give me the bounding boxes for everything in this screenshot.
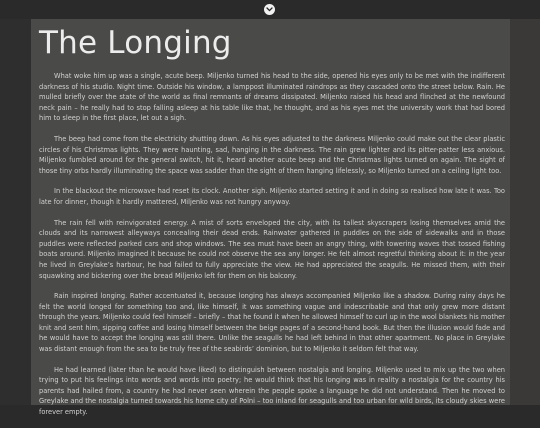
- right-margin-panel: [510, 19, 540, 405]
- story-paragraph: What woke him up was a single, acute beep. Miljenko turned his head to the side, opened his eyes only to be met with the indifferent darkness of his studio. Night time. Outside his window, a lamppost illuminated raindrops as they cascaded onto the street below. Rain. He mulled briefly over the state of the world as final remnants of dreams dissipated. Miljenko raised his head and flinched at the newfound neck pain – he really had to stop falling asleep at his table like that, he thought, and as his eyes met the university work that had bored him to sleep in the first place, let out a sigh.: [39, 72, 505, 123]
- story-paragraph: Rain inspired longing. Rather accentuated it, because longing has always accompanied Miljenko like a shadow. During rainy days he felt the world longed for something too and, like himself, it was something vague and indescribable and that only grew more distant through the years. Miljenko could feel himself – briefly – that he found it when he allowed himself to curl up in the wool blankets his mother knit and sent him, sipping coffee and losing himself between the beige pages of a second-hand book. But then the illusion would fade and he would have to accept the longing was still there. Unlike the seagulls he had left behind in that other apartment. No place in Greylake was distant enough from the sea to be truly free of the seabirds’ dominion, but to Miljenko it seldom felt that way.: [39, 292, 505, 354]
- story-title: The Longing: [39, 25, 232, 61]
- collapse-toggle-button[interactable]: [264, 4, 275, 15]
- left-margin-panel: [0, 19, 31, 405]
- chevron-down-icon: [266, 7, 273, 12]
- story-paragraph: The rain fell with reinvigorated energy. A mist of sorts enveloped the city, with its tallest skyscrapers losing themselves amid the clouds and its narrowest alleyways concealing their dead ends. Rainwater gathered in puddles on the side of sidewalks and in those puddles were reflected parked cars and shop windows. The sea must have been an angry thing, with towering waves that tossed fishing boats around. Miljenko imagined it because he could not observe the sea any longer. He felt almost regretful thinking about it: in the year he lived in Greylake’s harbour, he had failed to fully appreciate the view. He had appreciated the seagulls. He missed them, with their squawking and bickering over the bread Miljenko left for them on his balcony.: [39, 218, 505, 280]
- story-paragraph: He had learned (later than he would have liked) to distinguish between nostalgia and longing. Miljenko used to mix up the two when trying to put his feelings into words and words into poetry; he would think that his longing was in reality a nostalgia for the country his parents had hailed from, a country he had never seen wherein the people spoke a language he did not understand. Then he moved to Greylake and the nostalgia turned towards his home city of Polni – too inland for seagulls and too urban for wild birds, its cloudy skies were forever empty.: [39, 365, 505, 417]
- story-body: [39, 71, 505, 428]
- story-paragraph: In the blackout the microwave had reset its clock. Another sigh. Miljenko started setting it and in doing so realised how late it was. Too late for dinner, though it hardly mattered, Miljenko was not hungry anyway.: [39, 187, 505, 206]
- story-page: [31, 19, 510, 417]
- story-paragraph: The beep had come from the electricity shutting down. As his eyes adjusted to the darkness Miljenko could make out the clear plastic circles of his Christmas lights. They were haunting, sad, hanging in the darkness. The rain grew lighter and its pitter-patter less anxious. Miljenko fumbled around for the general switch, hit it, heard another acute beep and the Christmas lights turned on again. The sight of those tiny orbs hardly illuminating the space was sadder than the sight of them hanging lifelessly, so Miljenko turned on a ceiling light too.: [39, 134, 505, 175]
- top-bar: [0, 0, 540, 19]
